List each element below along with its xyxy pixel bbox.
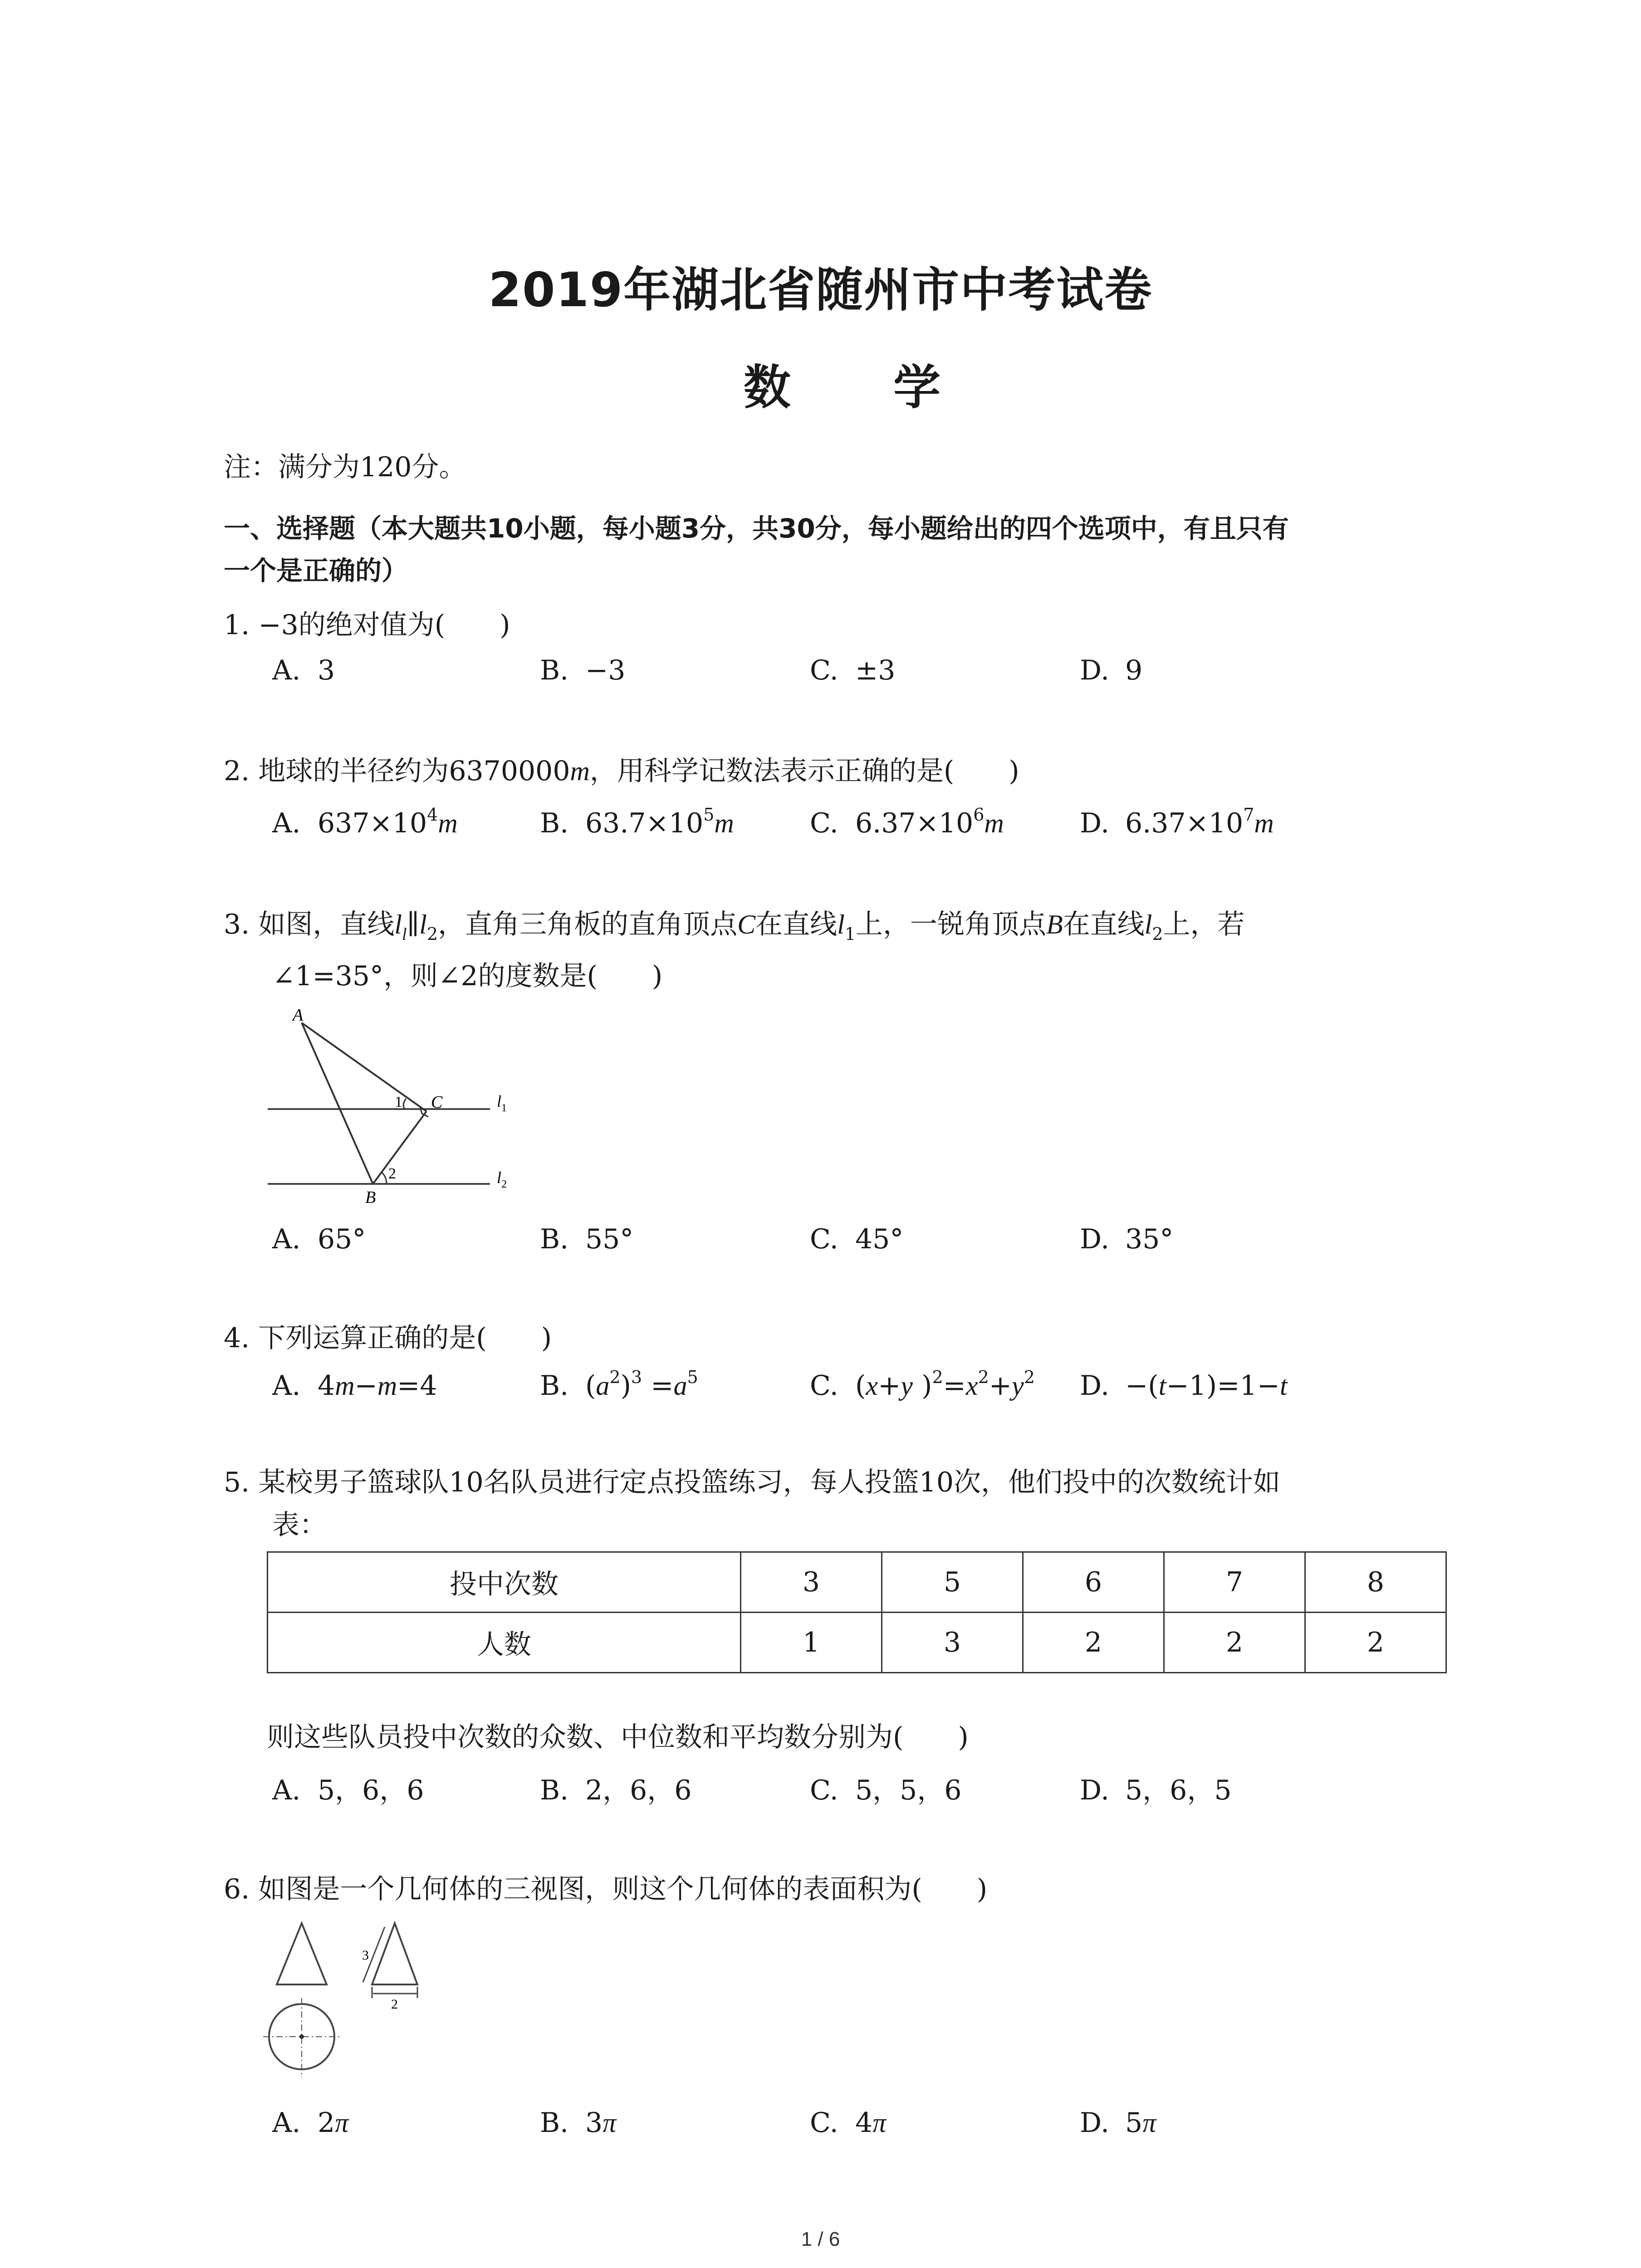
q3-option-b: B. 55° (540, 1223, 634, 1255)
q4-option-d: D. −(t−1)=1−t (1080, 1370, 1288, 1402)
label-angle-2: 2 (388, 1165, 396, 1182)
q1-option-d: D. 9 (1080, 655, 1143, 686)
table-cell: 2 (1164, 1613, 1305, 1673)
question-4-stem: 4. 下列运算正确的是( ) (224, 1322, 552, 1354)
q3-figure (254, 998, 535, 1207)
table-cell: 8 (1305, 1552, 1446, 1613)
label-l1: $l_1$ (497, 1092, 507, 1114)
table-cell: 5 (882, 1552, 1023, 1613)
exam-title: 2019年湖北省随州市中考试卷 (488, 262, 1153, 318)
shots-table (267, 1551, 1447, 1673)
table-cell: 3 (741, 1552, 882, 1613)
q5-option-c: C. 5，5，6 (810, 1774, 962, 1806)
table-cell: 2 (1305, 1613, 1446, 1673)
table-cell: 1 (741, 1613, 882, 1673)
q2-option-b: B. $63.7\times 10^5m$ (540, 805, 734, 839)
q6-option-b: B. 3π (540, 2107, 617, 2139)
table-cell: 投中次数 (268, 1552, 741, 1613)
table-row (268, 1552, 1446, 1613)
label-3: 3 (362, 1948, 369, 1963)
score-note: 注：满分为120分。 (224, 451, 466, 483)
side-view-triangle (372, 1923, 417, 1984)
label-2: 2 (391, 1997, 398, 2012)
table-cell: 6 (1023, 1552, 1164, 1613)
subject-title: 数 学 (743, 360, 984, 415)
question-1-stem: 1. −3的绝对值为( ) (224, 609, 510, 641)
table-cell: 人数 (268, 1613, 741, 1673)
page-number: 1 / 6 (801, 2228, 840, 2250)
question-5-line1: 5. 某校男子篮球队10名队员进行定点投篮练习，每人投篮10次，他们投中的次数统计如 (224, 1466, 1281, 1498)
center-point (299, 2034, 304, 2039)
table-cell: 2 (1023, 1613, 1164, 1673)
table-cell: 3 (882, 1613, 1023, 1673)
question-3-line1: 3. 如图，直线$l_l\parallel l_2$，直角三角板的直角顶点C在直线$l_1$上，一锐角顶点B在直线$l_2$上，若 (224, 909, 1245, 944)
q2-option-a: A. $637\times 10^4m$ (272, 805, 458, 839)
q1-option-a: A. 3 (272, 655, 335, 686)
q6-three-view-figure (259, 1914, 449, 2091)
label-l2: $l_2$ (497, 1168, 507, 1190)
label-angle-1: 1 (395, 1094, 402, 1110)
q6-option-d: D. 5π (1080, 2107, 1156, 2139)
q3-option-c: C. 45° (810, 1223, 904, 1255)
q3-option-a: A. 65° (272, 1223, 366, 1255)
label-c: C (431, 1093, 443, 1112)
q5-option-b: B. 2，6，6 (540, 1774, 692, 1806)
table-cell: 7 (1164, 1552, 1305, 1613)
q2-option-c: C. $6.37\times 10^6m$ (810, 805, 1004, 839)
question-6-stem: 6. 如图是一个几何体的三视图，则这个几何体的表面积为( ) (224, 1873, 988, 1905)
triangle-side-cb (373, 1111, 426, 1184)
q1-option-b: B. −3 (540, 655, 626, 686)
label-a: A (293, 1006, 304, 1025)
question-3-line2: ∠1=35°，则∠2的度数是( ) (272, 960, 663, 992)
label-b: B (365, 1188, 376, 1207)
section-heading-line2: 一个是正确的） (224, 555, 408, 586)
question-5-stem2: 则这些队员投中次数的众数、中位数和平均数分别为( ) (267, 1721, 969, 1753)
q6-option-c: C. 4π (810, 2107, 887, 2139)
q5-option-a: A. 5，6，6 (272, 1774, 424, 1806)
q5-option-d: D. 5，6，5 (1080, 1774, 1232, 1806)
question-5-line2: 表： (272, 1509, 327, 1541)
q3-option-d: D. 35° (1080, 1223, 1174, 1255)
q2-option-d: D. $6.37\times 10^7m$ (1080, 805, 1274, 839)
front-view-triangle (277, 1923, 327, 1984)
q6-option-a: A. 2π (272, 2107, 349, 2139)
section-heading-line1: 一、选择题（本大题共10小题，每小题3分，共30分，每小题给出的四个选项中，有且只有 (224, 513, 1289, 544)
angle-1-arc (403, 1099, 406, 1109)
q4-option-b: B. $(a^2)^3 =a^5$ (540, 1367, 698, 1402)
table-row (268, 1613, 1446, 1673)
q1-option-c: C. ±3 (810, 655, 896, 686)
angle-2-arc (382, 1173, 387, 1184)
q4-option-a: A. 4m−m=4 (272, 1370, 437, 1402)
q4-option-c: C. (x+y )$^2=x^2+y^2$ (810, 1367, 1035, 1402)
question-2-stem: 2. 地球的半径约为6370000m，用科学记数法表示正确的是( ) (224, 755, 1019, 787)
